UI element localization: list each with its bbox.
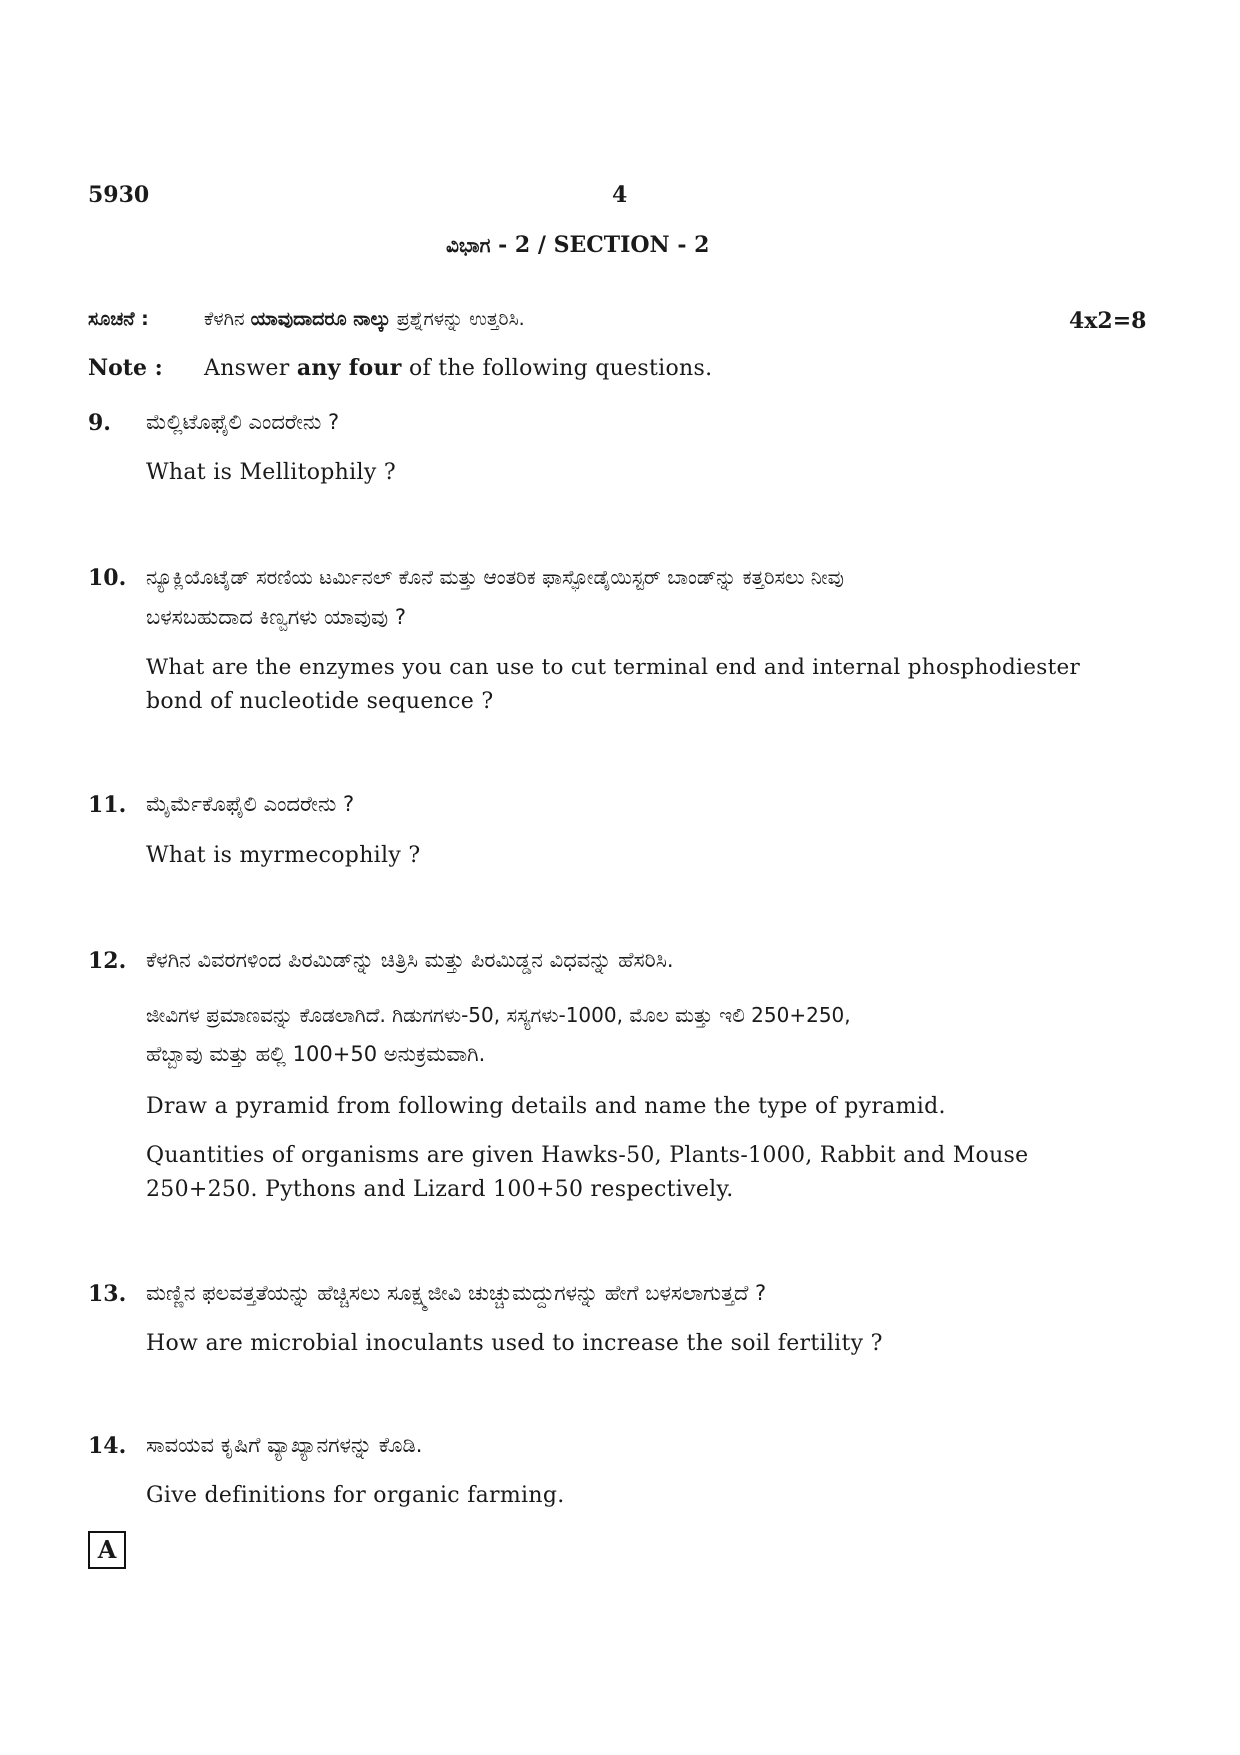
question-en-line: Give definitions for organic farming. xyxy=(146,1483,565,1508)
question-en-line: What is Mellitophily ? xyxy=(146,460,396,485)
section-heading-kn: ವಿಭಾಗ xyxy=(446,233,491,257)
section-heading xyxy=(446,232,709,258)
question-number: 10. xyxy=(88,565,127,591)
question-kn-line: ಮೆಲ್ಲಿಟೊಫೈಲಿ ಎಂದರೇನು ? xyxy=(146,410,340,434)
question-kn-line: ಸಾವಯವ ಕೃಷಿಗೆ ವ್ಯಾಖ್ಯಾನಗಳನ್ನು ಕೊಡಿ. xyxy=(146,1433,423,1457)
instruction-label-kn: ಸೂಚನೆ : xyxy=(88,308,149,330)
instruction-text-kn xyxy=(204,308,525,330)
note-text-part1: Answer xyxy=(204,356,290,381)
question-kn-line: ಜೀವಿಗಳ ಪ್ರಮಾಣವನ್ನು ಕೊಡಲಾಗಿದೆ. ಗಿಡುಗಗಳು-50, ಸಸ್ಯಗಳು-1000, ಮೊಲ ಮತ್ತು ಇಲಿ 250+250, xyxy=(146,1003,851,1027)
note-label: Note : xyxy=(88,355,163,381)
page-number: 4 xyxy=(612,182,628,208)
instruction-kn-part1: ಕೆಳಗಿನ xyxy=(204,308,245,330)
section-heading-en: - 2 / SECTION - 2 xyxy=(490,232,710,258)
instruction-kn-bold: ಯಾವುದಾದರೂ ನಾಲ್ಕು xyxy=(250,308,391,330)
note-text-bold: any four xyxy=(296,355,402,381)
question-en-line: 250+250. Pythons and Lizard 100+50 respectively. xyxy=(146,1177,734,1202)
question-en-line: What are the enzymes you can use to cut terminal end and internal phosphodiester xyxy=(146,655,1081,680)
marks-allocation: 4x2=8 xyxy=(1069,308,1147,334)
question-kn-line: ಬಳಸಬಹುದಾದ ಕಿಣ್ವಗಳು ಯಾವುವು ? xyxy=(146,605,406,629)
version-box: A xyxy=(88,1531,126,1569)
question-number: 12. xyxy=(88,948,127,974)
question-en-line: bond of nucleotide sequence ? xyxy=(146,689,494,714)
question-number: 13. xyxy=(88,1281,127,1307)
question-en-line: Draw a pyramid from following details and name the type of pyramid. xyxy=(146,1094,946,1119)
question-kn-line: ಮಣ್ಣಿನ ಫಲವತ್ತತೆಯನ್ನು ಹೆಚ್ಚಿಸಲು ಸೂಕ್ಷ್ಮಜೀವಿ ಚುಚ್ಚುಮದ್ದುಗಳನ್ನು ಹೇಗೆ ಬಳಸಲಾಗುತ್ತದೆ ? xyxy=(146,1281,767,1305)
paper-code: 5930 xyxy=(88,182,150,208)
question-number: 11. xyxy=(88,792,127,818)
question-number: 9. xyxy=(88,410,111,436)
note-text-part2: of the following questions. xyxy=(408,356,713,381)
question-kn-line: ನ್ಯೂಕ್ಲಿಯೊಟೈಡ್ ಸರಣಿಯ ಟರ್ಮಿನಲ್ ಕೊನೆ ಮತ್ತು ಆಂತರಿಕ ಫಾಸ್ಫೋಡೈಯಿಸ್ಟರ್ ಬಾಂಡ್‌ನ್ನು ಕತ್ತರಿಸಲು ನೀವು xyxy=(146,565,844,589)
question-kn-line: ಕೆಳಗಿನ ವಿವರಗಳಿಂದ ಪಿರಮಿಡ್‌ನ್ನು ಚಿತ್ರಿಸಿ ಮತ್ತು ಪಿರಮಿಡ್ಡನ ವಿಧವನ್ನು ಹೆಸರಿಸಿ. xyxy=(146,948,674,972)
instruction-kn-part2: ಪ್ರಶ್ನೆಗಳನ್ನು ಉತ್ತರಿಸಿ. xyxy=(396,308,525,330)
question-en-line: How are microbial inoculants used to increase the soil fertility ? xyxy=(146,1331,883,1356)
question-number: 14. xyxy=(88,1433,127,1459)
note-text xyxy=(204,355,712,381)
question-en-line: Quantities of organisms are given Hawks-50, Plants-1000, Rabbit and Mouse xyxy=(146,1143,1029,1168)
question-kn-line: ಹೆಬ್ಬಾವು ಮತ್ತು ಹಲ್ಲಿ 100+50 ಅನುಕ್ರಮವಾಗಿ. xyxy=(146,1042,486,1066)
question-kn-line: ಮೈರ್ಮೆಕೊಫೈಲಿ ಎಂದರೇನು ? xyxy=(146,792,355,816)
question-en-line: What is myrmecophily ? xyxy=(146,843,421,868)
